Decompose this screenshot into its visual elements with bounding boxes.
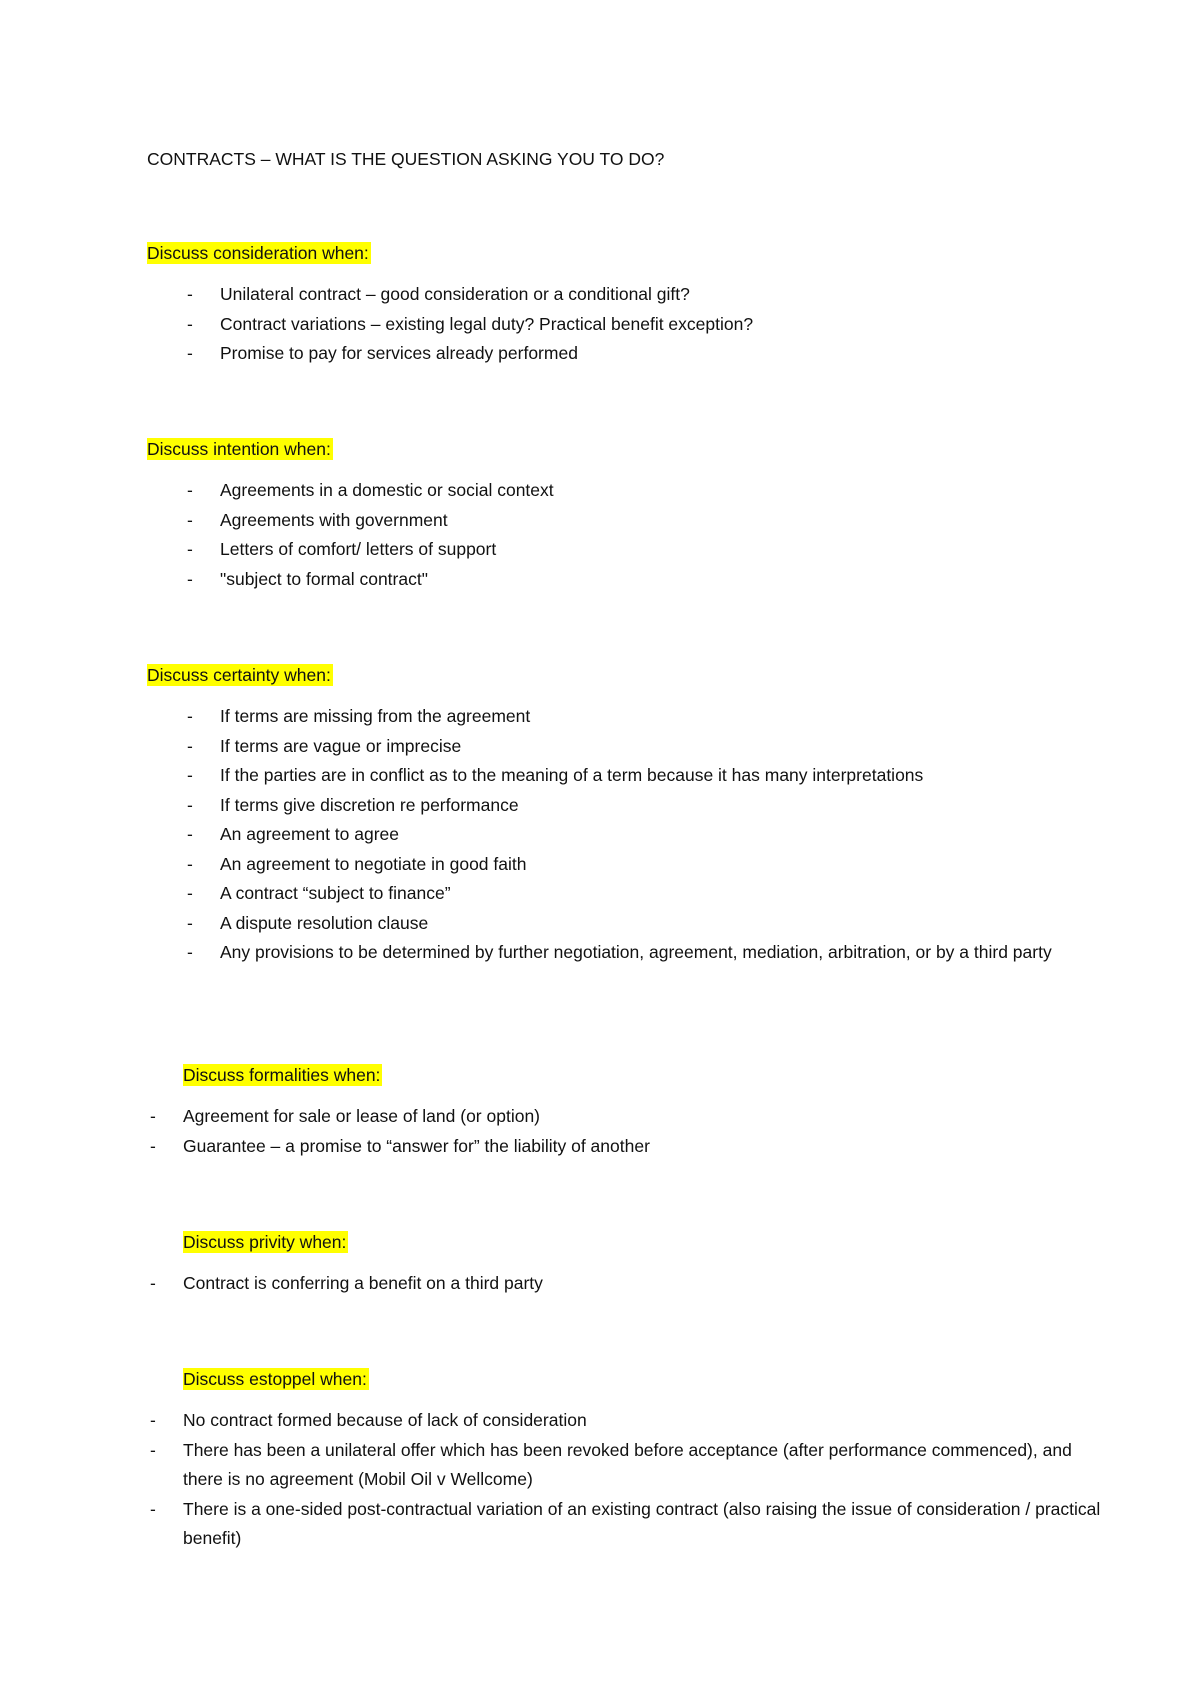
- list-item: [146, 1495, 1103, 1554]
- list-item: [147, 476, 1067, 506]
- list-item: [147, 310, 1067, 340]
- list-item-text: There has been a unilateral offer which has been revoked before acceptance (after performance commenced), and there is no agreement (Mobil Oil v Wellcome): [183, 1439, 1072, 1489]
- item-list: [150, 1406, 1103, 1554]
- list-item: [147, 820, 1067, 850]
- list-item-text: Contract variations – existing legal duty? Practical benefit exception?: [220, 313, 754, 334]
- dash-bullet: -: [150, 1439, 156, 1460]
- dash-bullet: -: [187, 313, 193, 334]
- list-item-text: If terms give discretion re performance: [220, 794, 519, 815]
- list-item: [146, 1132, 1103, 1162]
- list-item-text: A dispute resolution clause: [220, 912, 429, 933]
- list-item-text: Agreements in a domestic or social context: [220, 480, 554, 500]
- item-list: [147, 702, 1067, 968]
- dash-bullet: -: [187, 942, 193, 962]
- item-list: [147, 280, 1067, 369]
- dash-bullet: -: [187, 735, 193, 756]
- list-item-text: There is a one-sided post-contractual variation of an existing contract (also raising the issue of consideration / practical benefit): [183, 1498, 1101, 1548]
- list-item-text: Contract is conferring a benefit on a third party: [183, 1273, 543, 1293]
- list-item-text: "subject to formal contract": [220, 568, 428, 589]
- dash-bullet: -: [187, 343, 193, 363]
- list-item: [147, 339, 1067, 369]
- list-item: [146, 1436, 1103, 1495]
- list-item-text: Agreements with government: [220, 509, 448, 530]
- list-item: [147, 909, 1067, 939]
- dash-bullet: -: [150, 1410, 156, 1430]
- dash-bullet: -: [187, 706, 193, 726]
- list-item: [146, 1102, 1103, 1132]
- item-list: [147, 476, 1067, 594]
- dash-bullet: -: [150, 1135, 156, 1156]
- list-item: [146, 1269, 1103, 1299]
- list-item: [147, 791, 1067, 821]
- dash-bullet: -: [150, 1498, 156, 1519]
- section-formalities: [150, 1061, 1103, 1161]
- section-heading: Discuss certainty when:: [147, 665, 331, 685]
- dash-bullet: -: [187, 284, 193, 304]
- list-item-text: No contract formed because of lack of consideration: [183, 1410, 587, 1430]
- item-list: [150, 1269, 1103, 1299]
- list-item-text: Agreement for sale or lease of land (or option): [183, 1106, 540, 1126]
- list-item-text: If terms are vague or imprecise: [220, 735, 462, 756]
- dash-bullet: -: [150, 1273, 156, 1293]
- dash-bullet: -: [187, 539, 193, 559]
- list-item: [147, 535, 1067, 565]
- list-item: [147, 761, 1067, 791]
- list-item: [147, 565, 1067, 595]
- dash-bullet: -: [187, 480, 193, 500]
- dash-bullet: -: [187, 794, 193, 815]
- list-item: [147, 702, 1067, 732]
- dash-bullet: -: [187, 883, 193, 903]
- list-item-text: A contract “subject to finance”: [220, 883, 451, 903]
- list-item-text: An agreement to agree: [220, 824, 400, 844]
- list-item-text: Unilateral contract – good consideration or a conditional gift?: [220, 284, 690, 304]
- section-estoppel: [150, 1365, 1103, 1554]
- list-item-text: Letters of comfort/ letters of support: [220, 539, 497, 559]
- dash-bullet: -: [187, 509, 193, 530]
- list-item: [147, 506, 1067, 536]
- list-item-text: Guarantee – a promise to “answer for” the liability of another: [183, 1135, 650, 1156]
- list-item: [147, 938, 1067, 968]
- dash-bullet: -: [187, 853, 193, 874]
- list-item-text: Any provisions to be determined by further negotiation, agreement, mediation, arbitration, or by a third party: [220, 942, 1052, 962]
- section-certainty: [147, 661, 1067, 968]
- section-privity: [150, 1228, 1103, 1299]
- section-consideration: [147, 239, 1067, 369]
- section-intention: [147, 435, 1067, 594]
- dash-bullet: -: [187, 824, 193, 844]
- section-heading: Discuss estoppel when:: [183, 1369, 367, 1389]
- list-item: [147, 879, 1067, 909]
- list-item: [147, 732, 1067, 762]
- item-list: [150, 1102, 1103, 1161]
- list-item: [147, 850, 1067, 880]
- dash-bullet: -: [187, 568, 193, 589]
- list-item-text: If terms are missing from the agreement: [220, 706, 531, 726]
- list-item: [147, 280, 1067, 310]
- section-heading: Discuss consideration when:: [147, 243, 369, 263]
- section-heading: Discuss formalities when:: [183, 1065, 381, 1085]
- section-heading: Discuss privity when:: [183, 1232, 347, 1252]
- list-item-text: An agreement to negotiate in good faith: [220, 853, 527, 874]
- dash-bullet: -: [150, 1106, 156, 1126]
- dash-bullet: -: [187, 912, 193, 933]
- list-item-text: If the parties are in conflict as to the meaning of a term because it has many interpretations: [220, 765, 924, 785]
- dash-bullet: -: [187, 765, 193, 785]
- section-heading: Discuss intention when:: [147, 439, 331, 459]
- page-title: CONTRACTS – WHAT IS THE QUESTION ASKING YOU TO DO?: [147, 149, 665, 169]
- list-item-text: Promise to pay for services already performed: [220, 343, 578, 363]
- list-item: [146, 1406, 1103, 1436]
